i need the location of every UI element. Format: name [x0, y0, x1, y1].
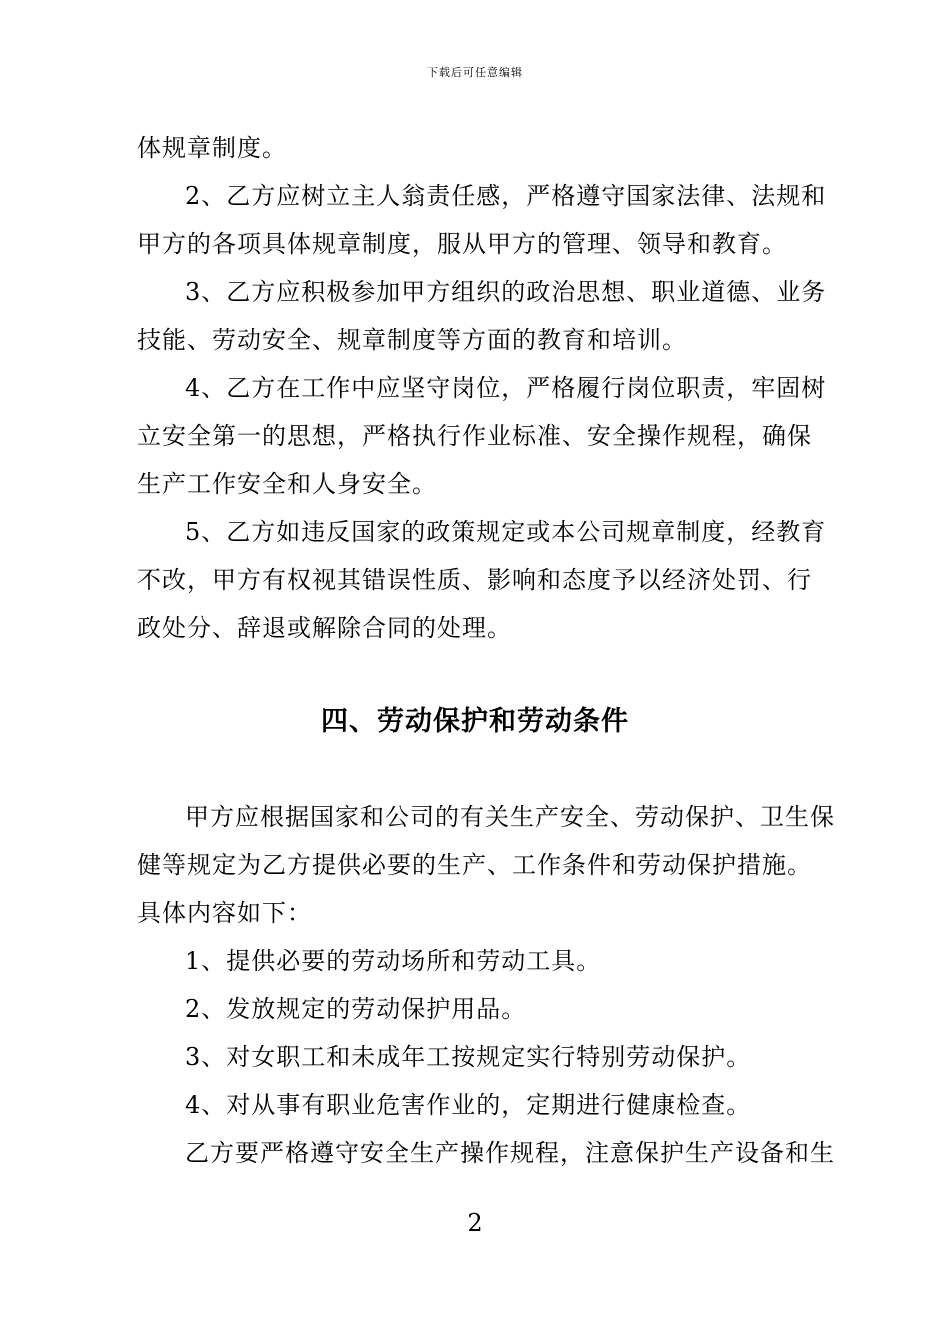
paragraph-line: 不改，甲方有权视其错误性质、影响和态度予以经济处罚、行 [137, 566, 812, 594]
paragraph-line: 政处分、辞退或解除合同的处理。 [137, 614, 512, 642]
paragraph-line: 体规章制度。 [137, 134, 287, 162]
paragraph-line: 甲方应根据国家和公司的有关生产安全、劳动保护、卫生保 [185, 803, 835, 831]
paragraph-line: 5、乙方如违反国家的政策规定或本公司规章制度，经教育 [185, 518, 827, 546]
list-item: 3、对女职工和未成年工按规定实行特别劳动保护。 [185, 1043, 752, 1071]
paragraph-line: 立安全第一的思想，严格执行作业标准、安全操作规程，确保 [137, 422, 812, 450]
paragraph-line: 具体内容如下： [137, 899, 312, 927]
paragraph-line: 甲方的各项具体规章制度，服从甲方的管理、领导和教育。 [137, 230, 787, 258]
section-four-heading: 四、劳动保护和劳动条件 [321, 706, 629, 737]
page-header-note: 下载后可任意编辑 [427, 66, 523, 79]
paragraph-line: 乙方要严格遵守安全生产操作规程，注意保护生产设备和生 [185, 1139, 835, 1167]
paragraph-line: 技能、劳动安全、规章制度等方面的教育和培训。 [137, 326, 687, 354]
list-item: 1、提供必要的劳动场所和劳动工具。 [185, 947, 602, 975]
paragraph-line: 健等规定为乙方提供必要的生产、工作条件和劳动保护措施。 [137, 851, 812, 879]
paragraph-line: 生产工作安全和人身安全。 [137, 470, 437, 498]
paragraph-line: 2、乙方应树立主人翁责任感，严格遵守国家法律、法规和 [185, 182, 827, 210]
list-item: 2、发放规定的劳动保护用品。 [185, 995, 527, 1023]
list-item: 4、对从事有职业危害作业的，定期进行健康检查。 [185, 1091, 752, 1119]
paragraph-line: 4、乙方在工作中应坚守岗位，严格履行岗位职责，牢固树 [185, 374, 827, 402]
page-number: 2 [467, 1209, 483, 1237]
paragraph-line: 3、乙方应积极参加甲方组织的政治思想、职业道德、业务 [185, 278, 827, 306]
